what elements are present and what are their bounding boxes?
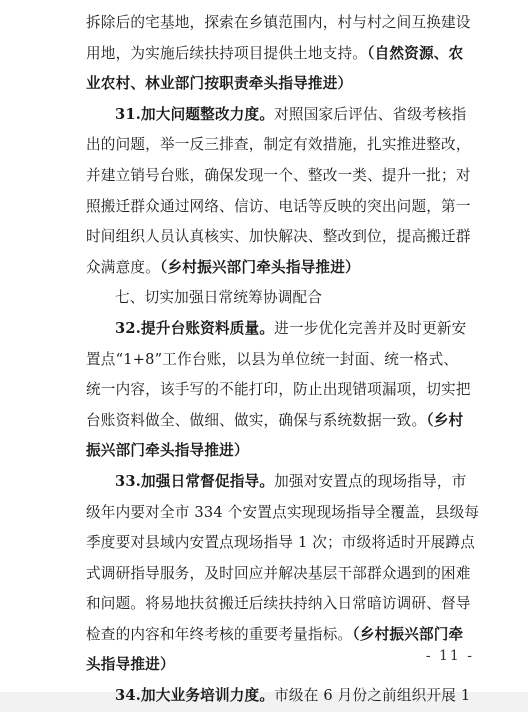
text-line — [86, 39, 464, 70]
body-text: 七、切实加强日常统筹协调配合 — [115, 289, 323, 307]
body-text: 市级在 6 月份之前组织开展 1 — [274, 687, 471, 705]
body-text: 出的问题，举一反三排查，制定有效措施，扎实推进整改， — [86, 136, 471, 154]
body-text: 季度要对县域内安置点现场指导 1 次；市级将适时开展蹲点 — [86, 534, 476, 552]
text-line — [86, 559, 471, 590]
text-line — [86, 69, 458, 100]
text-line — [86, 130, 471, 161]
bold-text: （乡村 — [426, 411, 464, 429]
body-text: 式调研指导服务，及时回应并解决基层干部群众遇到的困难 — [86, 564, 471, 582]
text-line — [86, 589, 471, 620]
text-line — [86, 650, 458, 681]
body-text: 用地，为实施后续扶持项目提供土地支持。 — [86, 44, 368, 62]
body-text: 并建立销号台账，确保发现一个、整改一类、提升一批；对 — [86, 166, 471, 184]
text-line — [86, 345, 458, 376]
body-text: 进一步优化完善并及时更新安 — [274, 319, 467, 337]
body-text: 加强对安置点的现场指导，市 — [274, 472, 467, 490]
bold-text: 34.加大业务培训力度。 — [115, 687, 275, 705]
body-text: 拆除后的宅基地，探索在乡镇范围内，村与村之间互换建设 — [86, 14, 471, 31]
text-line — [86, 620, 464, 651]
bold-text: （乡村振兴部门牵头指导推进） — [159, 258, 360, 276]
text-line — [86, 253, 458, 284]
text-line — [86, 314, 467, 345]
text-line — [86, 528, 476, 559]
bold-text: 32.提升台账资料质量。 — [115, 319, 275, 337]
text-line — [86, 192, 471, 223]
text-line — [86, 161, 471, 192]
bold-text: （自然资源、农 — [367, 44, 464, 62]
text-line — [86, 375, 471, 406]
body-text: 时间组织人员认真核实、加快解决、整改到位，提高搬迁群 — [86, 228, 471, 246]
body-text: 检查的内容和年终考核的重要考量指标。 — [86, 625, 353, 643]
page-number: - 11 - — [425, 648, 474, 664]
body-text: 众满意度。 — [86, 258, 160, 276]
text-line — [86, 100, 467, 131]
bold-text: 33.加强日常督促指导。 — [115, 472, 275, 490]
body-text: 置点“1+8”工作台账，以县为单位统一封面、统一格式、 — [86, 350, 459, 368]
body-text: 统一内容，该手写的不能打印，防止出现错项漏项，切实把 — [86, 381, 471, 399]
section-heading — [86, 283, 458, 314]
bold-text: 31.加大问题整改力度。 — [115, 105, 275, 123]
bold-text: 头指导推进） — [86, 656, 175, 674]
body-text: 和问题。将易地扶贫搬迁后续扶持纳入日常暗访调研、督导 — [86, 595, 471, 613]
body-text: 台账资料做全、做细、做实，确保与系统数据一致。 — [86, 411, 427, 429]
document-body — [86, 8, 480, 712]
bold-text: 振兴部门牵头指导推进） — [86, 442, 249, 460]
text-line — [86, 498, 480, 529]
body-text: 级年内要对全市 334 个安置点实现现场指导全覆盖，县级每 — [86, 503, 480, 521]
text-line — [86, 8, 471, 39]
text-line — [86, 436, 458, 467]
text-line — [86, 406, 464, 437]
body-text: 照搬迁群众通过网络、信访、电话等反映的突出问题，第一 — [86, 197, 471, 215]
text-line — [86, 681, 471, 712]
text-line — [86, 467, 467, 498]
bold-text: 业农村、林业部门按职责牵头指导推进） — [86, 75, 353, 93]
bold-text: （乡村振兴部门牵 — [352, 625, 464, 643]
body-text: 对照国家后评估、省级考核指 — [274, 105, 467, 123]
text-line — [86, 222, 471, 253]
